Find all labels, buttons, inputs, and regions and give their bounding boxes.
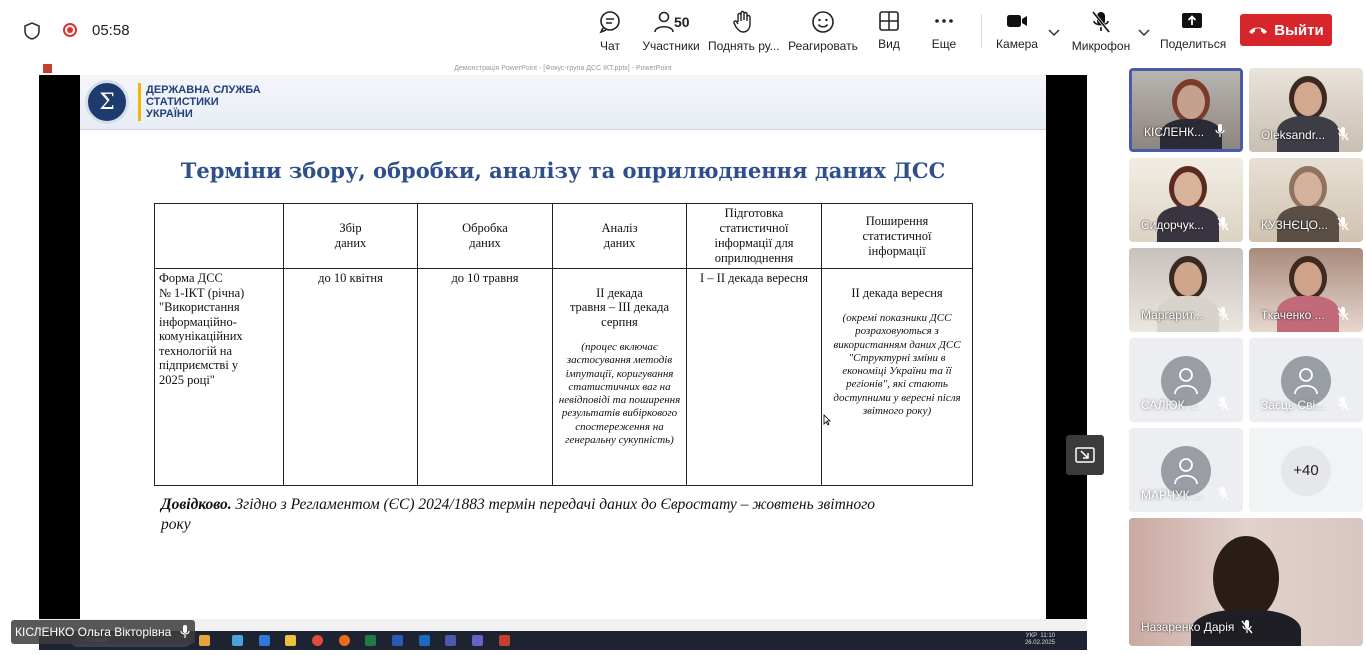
raise-hand-label: Поднять ру... — [708, 39, 780, 53]
presenter-name: КІСЛЕНКО Ольга Вікторівна — [15, 625, 172, 639]
slide-header — [80, 75, 1046, 130]
view-label: Вид — [878, 37, 900, 51]
grid-icon — [878, 10, 900, 32]
taskbar-time: 11:10 — [1040, 633, 1055, 639]
participant-face — [1294, 82, 1322, 116]
participant-tile[interactable] — [1249, 68, 1363, 152]
hang-up-icon — [1248, 25, 1268, 35]
react-label: Реагировать — [788, 39, 858, 53]
raise-hand-button[interactable] — [708, 10, 778, 56]
window-title-bar — [39, 62, 1087, 75]
microphone-button[interactable] — [1070, 10, 1132, 56]
participant-tile[interactable] — [1129, 68, 1243, 152]
camera-button[interactable] — [996, 10, 1038, 56]
firefox-icon — [339, 635, 350, 646]
more-participants-tile[interactable] — [1249, 428, 1363, 512]
microphone-label: Микрофон — [1071, 39, 1131, 53]
chat-button[interactable] — [594, 10, 626, 56]
participant-tile[interactable] — [1249, 248, 1363, 332]
more-button[interactable] — [929, 10, 959, 56]
more-dots-icon — [933, 10, 955, 32]
schedule-table — [154, 203, 973, 486]
mouse-cursor-icon — [823, 414, 831, 426]
participant-name: Oleksandr... — [1261, 128, 1326, 142]
dissemination-note: (окремі показники ДСС розраховуються з використанням даних ДСС "Структурні зміни в економіці України та її регіонів", які стають доступними у вересні після звітного року) — [833, 312, 961, 418]
reference-text: Згідно з Регламентом (ЄС) 2024/1883 термін передачі даних до Євростату – жовтень звітного року — [161, 496, 876, 533]
view-button[interactable] — [874, 10, 904, 56]
participant-tile[interactable] — [1249, 158, 1363, 242]
participant-name: Маргарит... — [1141, 308, 1203, 322]
org-line-1: ДЕРЖАВНА СЛУЖБА — [146, 84, 261, 96]
chrome-icon — [312, 635, 323, 646]
header-cell-dissemination: Поширення статистичної інформації — [822, 204, 973, 269]
excel-icon — [365, 635, 376, 646]
org-line-3: УКРАЇНИ — [146, 108, 193, 120]
meeting-toolbar — [0, 0, 1366, 62]
microphone-muted-icon — [1217, 487, 1229, 501]
microphone-muted-icon — [1337, 397, 1349, 411]
analysis-note: (процес включає застосування методів імпутації, коригування статистичних ваг на невідповіді та поширення результатів вибіркового спостереження на генеральну сукупність) — [558, 341, 681, 447]
participant-name: Сидорчук... — [1141, 218, 1204, 232]
shared-screen — [39, 62, 1087, 650]
slide-title: Терміни збору, обробки, аналізу та оприлюднення даних ДСС — [180, 158, 946, 183]
powerpoint-taskbar-icon — [499, 635, 510, 646]
participant-tile[interactable] — [1129, 338, 1243, 422]
windows-taskbar — [39, 631, 1087, 650]
camera-icon — [1005, 10, 1029, 32]
preparation-cell: І – ІІ декада вересня — [687, 269, 822, 486]
participant-name: САЛЮК ... — [1141, 398, 1198, 412]
microphone-icon — [180, 625, 190, 639]
featured-name: Назаренко Дарія — [1141, 620, 1235, 634]
header-cell-collection: Збір даних — [284, 204, 418, 269]
leave-label: Выйти — [1274, 21, 1324, 39]
taskbar-lang: УКР — [1025, 633, 1038, 639]
participant-tile[interactable] — [1249, 338, 1363, 422]
header-accent-bar — [138, 83, 141, 121]
participant-name: Ткаченко ... — [1261, 308, 1325, 322]
microphone-muted-icon — [1217, 397, 1229, 411]
participant-name: КІСЛЕНК... — [1144, 125, 1205, 139]
recording-icon — [63, 23, 77, 37]
participant-face — [1294, 172, 1322, 206]
chat-icon — [598, 10, 622, 34]
microphone-muted-icon — [1090, 10, 1112, 34]
participant-face — [1174, 262, 1202, 296]
sigma-logo-icon: Σ — [85, 80, 129, 124]
smiley-icon — [811, 10, 835, 34]
taskbar-date: 26.02.2025 — [1024, 640, 1055, 646]
shield-icon[interactable] — [24, 22, 40, 45]
powerpoint-icon — [43, 64, 52, 73]
dissemination-cell — [822, 269, 973, 486]
analysis-cell — [553, 269, 687, 486]
participant-tile[interactable] — [1129, 158, 1243, 242]
participant-tile[interactable] — [1129, 428, 1243, 512]
browser-icon — [259, 635, 270, 646]
collection-cell: до 10 квітня — [284, 269, 418, 486]
microphone-options-chevron-icon[interactable] — [1138, 24, 1150, 42]
word-icon — [392, 635, 403, 646]
camera-label: Камера — [996, 37, 1038, 51]
header-cell-empty — [155, 204, 284, 269]
participants-button[interactable] — [640, 10, 702, 56]
microphone-muted-icon — [1337, 217, 1349, 231]
microphone-icon — [1214, 124, 1226, 138]
more-label: Еще — [931, 37, 957, 51]
toolbar-divider — [981, 14, 982, 48]
table-header-row — [155, 204, 973, 269]
reference-bold: Довідково. — [161, 496, 232, 513]
microphone-muted-icon — [1241, 620, 1253, 634]
participant-face — [1177, 85, 1205, 119]
participants-count: 50 — [674, 14, 690, 30]
react-button[interactable] — [788, 10, 858, 56]
exit-fullscreen-button[interactable] — [1066, 435, 1104, 475]
reference-note — [161, 495, 881, 535]
meeting-app-icon — [445, 635, 456, 646]
leave-button[interactable] — [1240, 14, 1332, 46]
share-button[interactable] — [1160, 10, 1227, 56]
minimize-screen-icon — [1075, 445, 1095, 465]
microphone-muted-icon — [1217, 307, 1229, 321]
camera-options-chevron-icon[interactable] — [1048, 24, 1060, 42]
hand-icon — [731, 10, 755, 34]
powerpoint-status-bar — [39, 619, 1087, 631]
header-cell-preparation: Підготовка статистичної інформації для оприлюднення — [687, 204, 822, 269]
dissemination-period: ІІ декада вересня — [851, 285, 943, 300]
participant-tile[interactable] — [1129, 248, 1243, 332]
org-line-2: СТАТИСТИКИ — [146, 96, 219, 108]
share-label: Поделиться — [1160, 37, 1227, 51]
share-screen-icon — [1180, 10, 1204, 32]
table-row — [155, 269, 973, 486]
header-cell-processing: Обробка даних — [418, 204, 553, 269]
presenter-name-tag — [11, 620, 195, 644]
teams-icon — [472, 635, 483, 646]
presentation-slide — [80, 75, 1046, 619]
microphone-muted-icon — [1217, 217, 1229, 231]
microphone-muted-icon — [1337, 127, 1349, 141]
participant-name: МАРЧУК ... — [1141, 488, 1203, 502]
participant-face — [1294, 262, 1322, 296]
window-title: Демонстрація PowerPoint - [Фокус-група ДСС ІКТ.pptx] - PowerPoint — [454, 65, 672, 72]
featured-participant-tile[interactable] — [1129, 518, 1363, 646]
organization-name — [146, 84, 261, 120]
more-participants-count: +40 — [1281, 446, 1331, 496]
processing-cell: до 10 травня — [418, 269, 553, 486]
taskbar-clock — [1025, 633, 1055, 647]
microphone-muted-icon — [1337, 307, 1349, 321]
analysis-period: ІІ декада травня – ІІІ декада серпня — [569, 285, 670, 329]
form-cell: Форма ДСС № 1-ІКТ (річна) "Використання інформаційно- комунікаційних технологій на підприємстві у 2025 році" — [155, 269, 284, 486]
meeting-timer: 05:58 — [92, 22, 130, 39]
briefcase-icon — [199, 635, 210, 646]
edge-icon — [232, 635, 243, 646]
participant-name: КУЗНЄЦО... — [1261, 218, 1328, 232]
folder-icon — [285, 635, 296, 646]
outlook-icon — [419, 635, 430, 646]
participants-label: Участники — [642, 39, 700, 53]
header-cell-analysis: Аналіз даних — [553, 204, 687, 269]
participant-face — [1174, 172, 1202, 206]
people-icon — [652, 10, 676, 34]
participant-name: Заєць Сві... — [1261, 398, 1326, 412]
featured-hair — [1213, 536, 1279, 620]
chat-label: Чат — [600, 39, 620, 53]
